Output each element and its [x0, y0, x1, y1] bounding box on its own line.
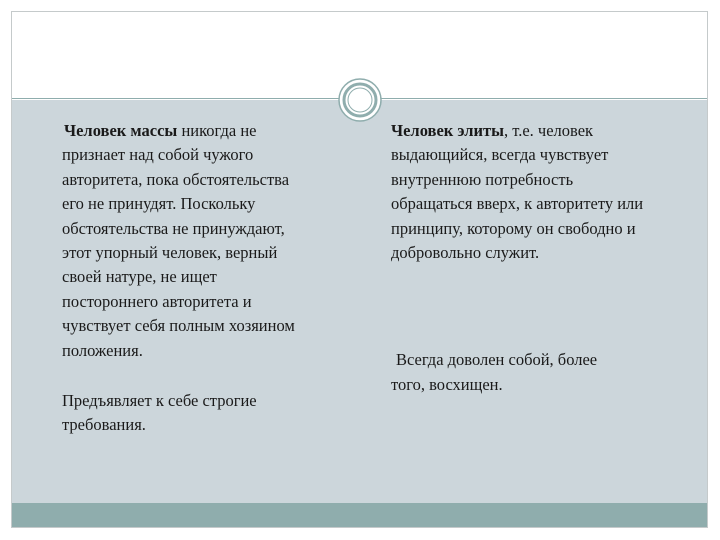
elite-man-term: Человек элиты — [391, 121, 504, 140]
mass-man-term: Человек массы — [64, 121, 178, 140]
footer-accent-bar — [12, 503, 707, 527]
elite-man-paragraph — [391, 119, 701, 265]
elite-man-description: , т.е. человек выдающийся, всегда чувствует внутреннюю потребность обращаться вверх, к авторитету или принципу, которому он свободно и добровольно служит. — [391, 121, 644, 263]
left-text-column — [62, 119, 362, 438]
right-text-column — [391, 119, 701, 397]
elite-man-satisfied-paragraph: Всегда доволен собой, более того, восхищен. — [391, 350, 598, 394]
mass-man-paragraph — [62, 119, 362, 363]
mass-man-demands-paragraph: Предъявляет к себе строгие требования. — [62, 391, 257, 435]
double-ring-ornament-icon — [338, 78, 382, 122]
mass-man-description: никогда не признает над собой чужого авторитета, пока обстоятельства его не принудят. Поскольку обстоятельства не принуждают, этот упорный человек, верный своей натуре, не ищет постороннего авторитета и чувствует себя полным хозяином положения. — [62, 121, 295, 360]
